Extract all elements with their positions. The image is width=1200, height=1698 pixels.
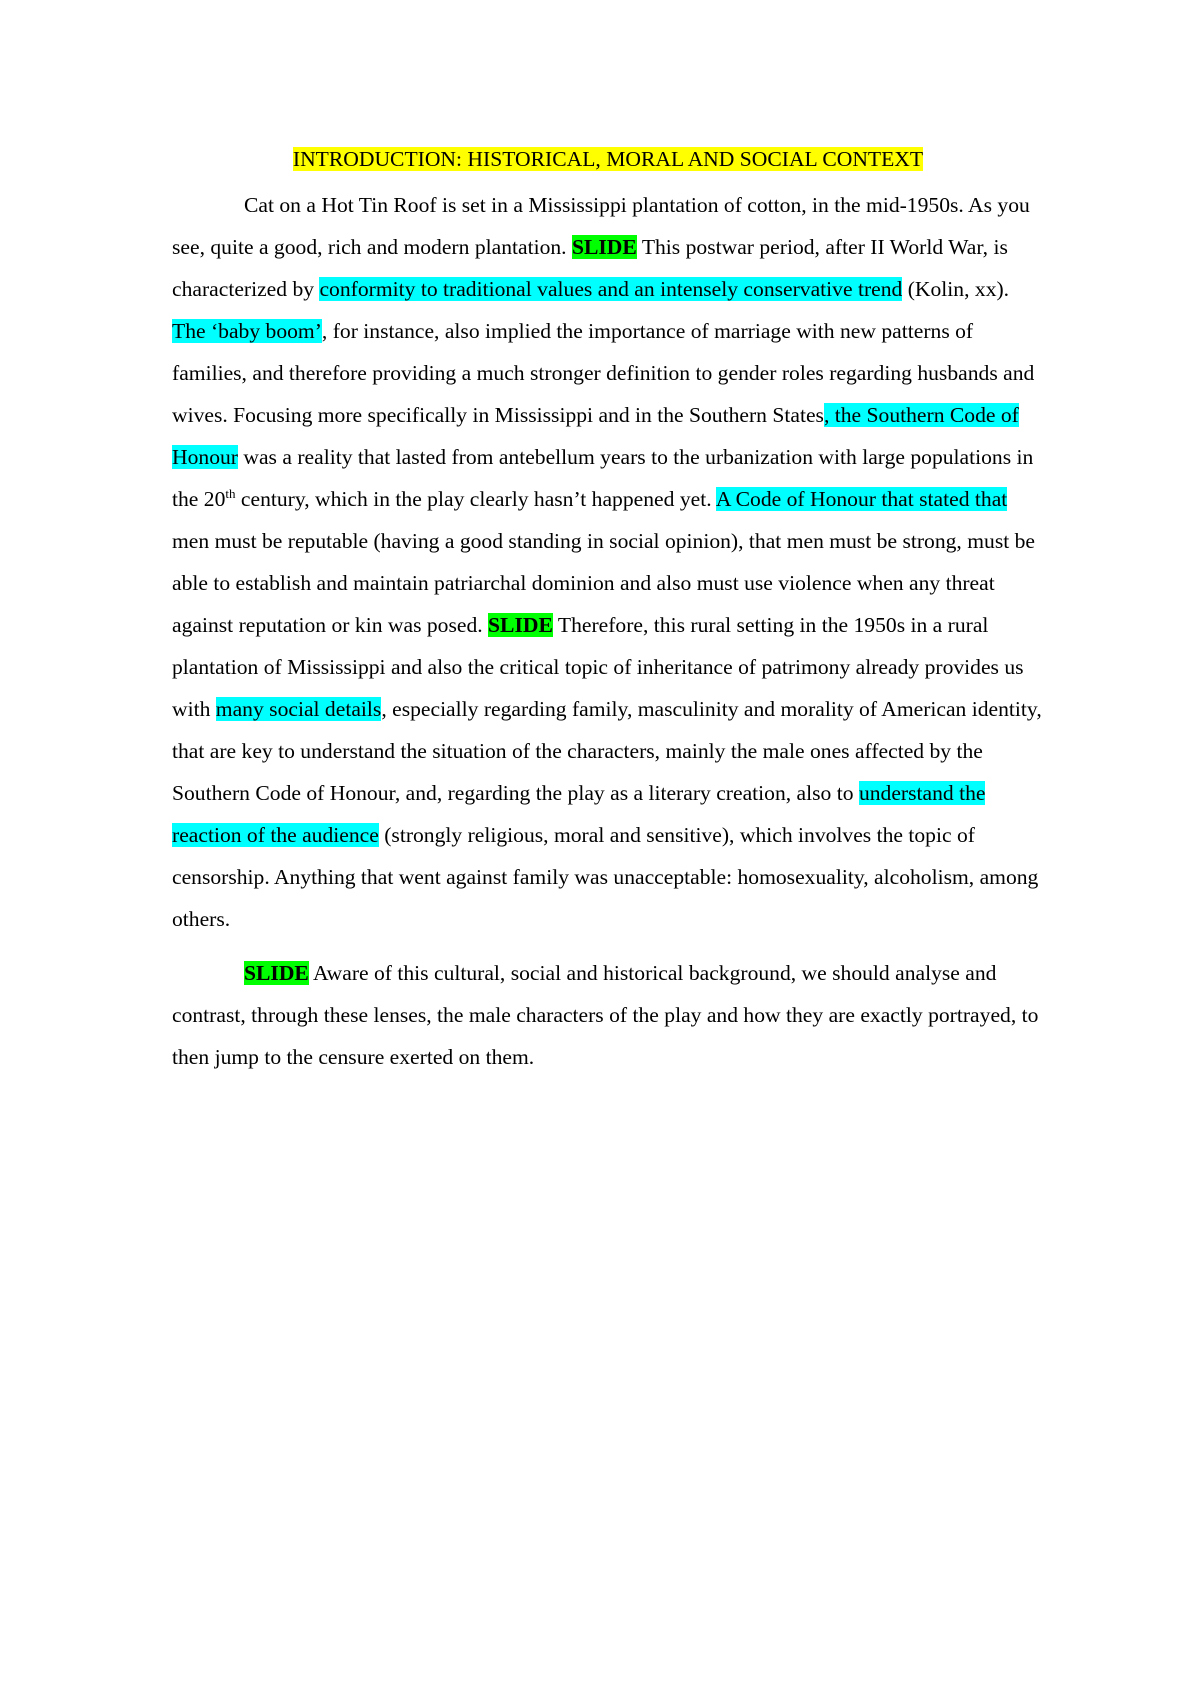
text-run: century, which in the play clearly hasn’t happened yet. <box>235 487 716 511</box>
slide-marker: SLIDE <box>571 235 637 259</box>
slide-marker: SLIDE <box>244 961 309 985</box>
text-run: (Kolin, xx). <box>902 277 1010 301</box>
text-run: men must be reputable (having a good standing in social opinion), that men must be strong, must be able to establish and maintain patriarchal dominion and also must use violence when any threat against reputation or kin was posed. <box>172 529 1036 637</box>
text-run: This postwar period, after II World War, is characterized by <box>172 235 1008 301</box>
highlighted-phrase: The ‘baby boom’ <box>172 319 322 343</box>
highlighted-phrase: many social details <box>215 697 382 721</box>
highlighted-phrase: , the Southern Code of Honour <box>172 403 1019 469</box>
paragraph-2 <box>172 952 1044 1078</box>
paragraph-1 <box>172 184 1044 940</box>
page-title <box>172 142 1044 176</box>
highlighted-phrase: conformity to traditional values and an intensely conservative trend <box>319 277 903 301</box>
text-run: , for instance, also implied the importance of marriage with new patterns of families, and therefore providing a much stronger definition to gender roles regarding husbands and wives. Focusing more specifically in Mississippi and in the Southern States <box>172 319 1035 427</box>
slide-marker: SLIDE <box>488 613 553 637</box>
text-run: , especially regarding family, masculinity and morality of American identity, that are key to understand the situation of the characters, mainly the male ones affected by the Southern Code of Honour, and, regarding the play as a literary creation, also to <box>172 697 1042 805</box>
highlighted-phrase: understand the reaction of the audience <box>172 781 986 847</box>
superscript: th <box>225 485 236 501</box>
highlighted-phrase: A Code of Honour that stated that <box>715 487 1008 511</box>
text-run: Aware of this cultural, social and historical background, we should analyse and contrast, through these lenses, the male characters of the play and how they are exactly portrayed, to then jump to the censure exerted on them. <box>172 961 1039 1069</box>
text-run: was a reality that lasted from antebellum years to the urbanization with large populations in the 20 <box>172 445 1034 511</box>
text-run: Cat on a Hot Tin Roof is set in a Mississippi plantation of cotton, in the mid-1950s. As you see, quite a good, rich and modern plantation. <box>172 193 1030 259</box>
document-body <box>172 142 1044 1090</box>
heading-highlight: INTRODUCTION: HISTORICAL, MORAL AND SOCIAL CONTEXT <box>292 147 924 171</box>
text-run: (strongly religious, moral and sensitive), which involves the topic of censorship. Anything that went against family was unacceptable: homosexuality, alcoholism, among others. <box>172 823 1039 931</box>
text-run: Therefore, this rural setting in the 1950s in a rural plantation of Mississippi and also the critical topic of inheritance of patrimony already provides us with <box>172 613 1024 721</box>
